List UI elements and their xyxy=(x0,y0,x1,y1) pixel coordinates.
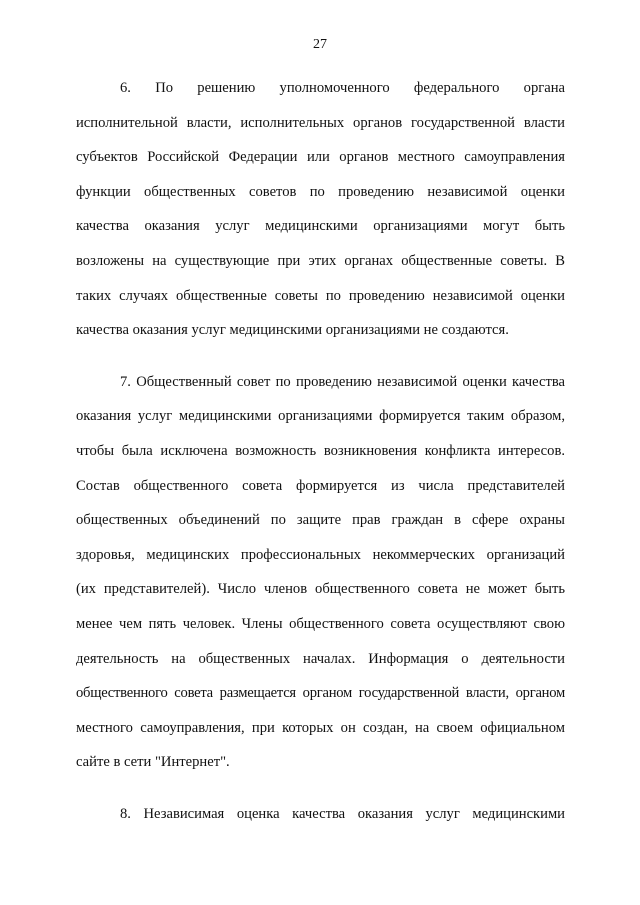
text-line: субъектов Российской Федерации или органов местного самоуправления xyxy=(76,149,565,166)
text-line: здоровья, медицинских профессиональных некоммерческих организаций xyxy=(76,546,565,563)
text-line: деятельность на общественных началах. Информация о деятельности xyxy=(76,650,565,667)
text-line: качества оказания услуг медицинскими организациями могут быть xyxy=(76,218,565,235)
paragraph-6 xyxy=(76,74,565,351)
text-line: (их представителей). Число членов общественного совета не может быть xyxy=(76,581,565,598)
document-body xyxy=(76,74,565,851)
text-line: функции общественных советов по проведению независимой оценки xyxy=(76,183,565,200)
text-line: общественного совета размещается органом государственной власти, органом xyxy=(76,685,565,702)
text-line: сайте в сети "Интернет". xyxy=(76,754,230,771)
paragraph-8 xyxy=(76,800,565,835)
page-number: 27 xyxy=(313,37,327,52)
text-line: 8. Независимая оценка качества оказания услуг медицинскими xyxy=(120,805,565,822)
text-line: менее чем пять человек. Члены общественного совета осуществляют свою xyxy=(76,615,565,632)
text-line: Состав общественного совета формируется из числа представителей xyxy=(76,477,565,494)
text-line: возложены на существующие при этих органах общественные советы. В xyxy=(76,252,565,269)
text-line: таких случаях общественные советы по проведению независимой оценки xyxy=(76,287,565,304)
text-line: исполнительной власти, исполнительных органов государственной власти xyxy=(76,114,565,131)
text-line: общественных объединений по защите прав граждан в сфере охраны xyxy=(76,512,565,529)
text-line: качества оказания услуг медицинскими организациями не создаются. xyxy=(76,322,509,339)
text-line: 6. По решению уполномоченного федерального органа xyxy=(120,80,565,96)
text-line: чтобы была исключена возможность возникновения конфликта интересов. xyxy=(76,442,565,459)
text-line: оказания услуг медицинскими организациями формируется таким образом, xyxy=(76,408,565,425)
text-line: 7. Общественный совет по проведению независимой оценки качества xyxy=(120,373,565,390)
paragraph-7 xyxy=(76,368,565,783)
text-line: местного самоуправления, при которых он создан, на своем официальном xyxy=(76,719,565,736)
